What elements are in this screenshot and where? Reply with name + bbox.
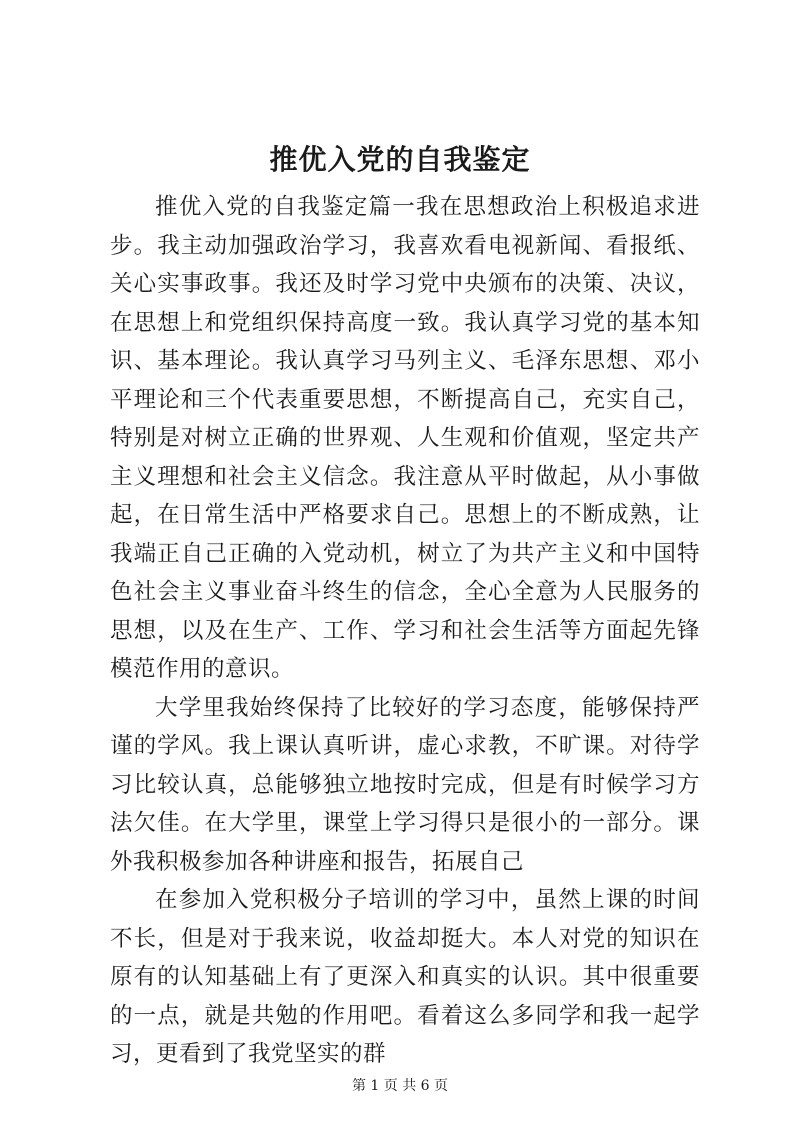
paragraph-1: 推优入党的自我鉴定篇一我在思想政治上积极追求进步。我主动加强政治学习，我喜欢看电视新闻、看报纸、关心实事政事。我还及时学习党中央颁布的决策、决议，在思想上和党组织保持高度一致。我认真学习党的基本知识、基本理论。我认真学习马列主义、毛泽东思想、邓小平理论和三个代表重要思想，不断提高自己，充实自己，特别是对树立正确的世界观、人生观和价值观，坚定共产主义理想和社会主义信念。我注意从平时做起，从小事做起，在日常生活中严格要求自己。思想上的不断成熟，让我端正自己正确的入党动机，树立了为共产主义和中国特色社会主义事业奋斗终生的信念，全心全意为人民服务的思想，以及在生产、工作、学习和社会生活等方面起先锋模范作用的意识。 [110, 194, 700, 682]
document-title: 推优入党的自我鉴定 [269, 143, 531, 176]
paragraph-2: 大学里我始终保持了比较好的学习态度，能够保持严谨的学风。我上课认真听讲，虚心求教，不旷课。对待学习比较认真，总能够独立地按时完成，但是有时候学习方法欠佳。在大学里，课堂上学习得只是很小的一部分。课外我积极参加各种讲座和报告，拓展自己 [110, 694, 700, 875]
page-number-footer: 第 1 页 共 6 页 [351, 1078, 449, 1094]
paragraph-3: 在参加入党积极分子培训的学习中，虽然上课的时间不长，但是对于我来说，收益却挺大。本人对党的知识在原有的认知基础上有了更深入和真实的认识。其中很重要的一点，就是共勉的作用吧。看着这么多同学和我一起学习，更看到了我党坚实的群 [110, 887, 700, 1067]
document-body [110, 188, 700, 1074]
